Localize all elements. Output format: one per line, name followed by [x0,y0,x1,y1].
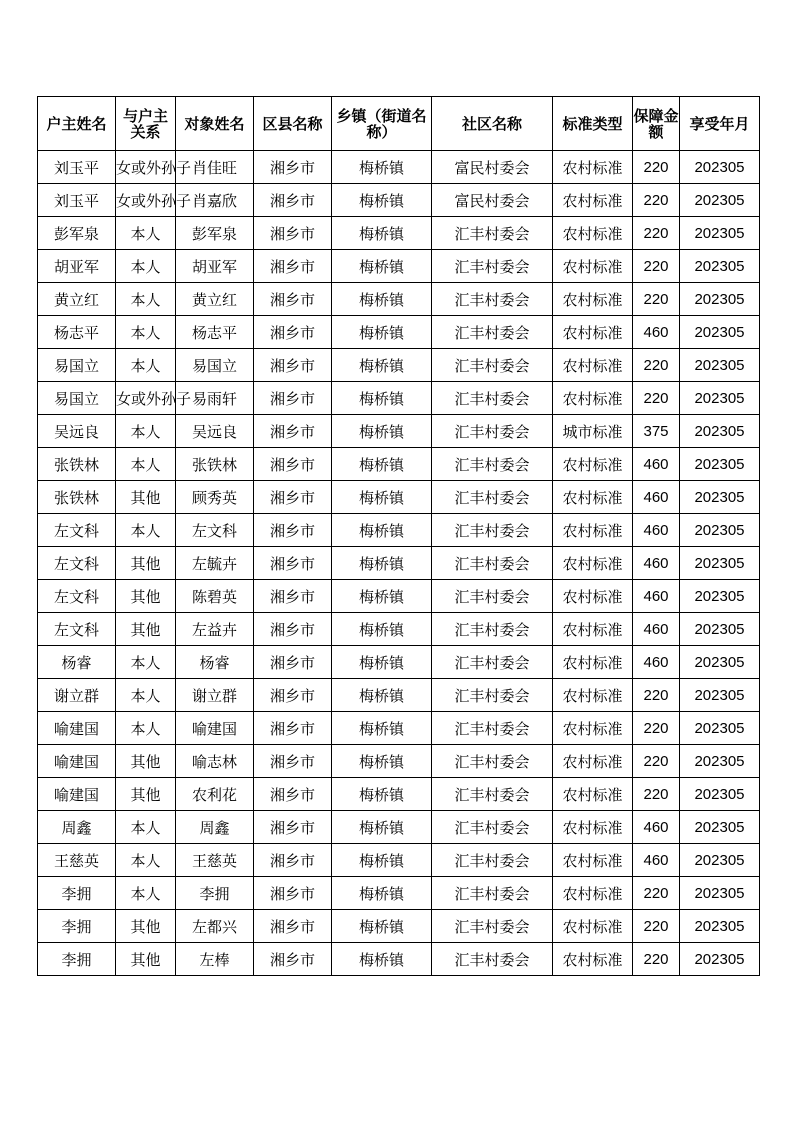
header-community: 社区名称 [432,97,553,151]
standard-type-cell: 农村标准 [553,646,633,679]
county-cell: 湘乡市 [254,448,332,481]
period-cell: 202305 [680,943,760,976]
amount-cell: 460 [633,547,680,580]
period-cell: 202305 [680,679,760,712]
county-cell: 湘乡市 [254,481,332,514]
county-cell: 湘乡市 [254,679,332,712]
community-cell: 汇丰村委会 [432,877,553,910]
amount-cell: 220 [633,679,680,712]
town-cell: 梅桥镇 [332,712,432,745]
header-standard-type: 标准类型 [553,97,633,151]
period-cell: 202305 [680,184,760,217]
period-cell: 202305 [680,811,760,844]
standard-type-cell: 农村标准 [553,217,633,250]
period-cell: 202305 [680,349,760,382]
relationship-cell: 其他 [116,613,176,646]
householder-name-cell: 王慈英 [38,844,116,877]
county-cell: 湘乡市 [254,580,332,613]
period-cell: 202305 [680,877,760,910]
county-cell: 湘乡市 [254,943,332,976]
recipient-name-cell: 喻建国 [176,712,254,745]
period-cell: 202305 [680,547,760,580]
town-cell: 梅桥镇 [332,943,432,976]
standard-type-cell: 农村标准 [553,514,633,547]
community-cell: 汇丰村委会 [432,844,553,877]
community-cell: 汇丰村委会 [432,316,553,349]
period-cell: 202305 [680,910,760,943]
standard-type-cell: 农村标准 [553,910,633,943]
standard-type-cell: 农村标准 [553,679,633,712]
recipient-name-cell: 农利花 [176,778,254,811]
community-cell: 汇丰村委会 [432,481,553,514]
town-cell: 梅桥镇 [332,316,432,349]
relationship-cell: 本人 [116,679,176,712]
town-cell: 梅桥镇 [332,349,432,382]
recipient-name-cell: 李拥 [176,877,254,910]
householder-name-cell: 喻建国 [38,778,116,811]
period-cell: 202305 [680,217,760,250]
period-cell: 202305 [680,448,760,481]
standard-type-cell: 农村标准 [553,250,633,283]
table-header [38,97,760,151]
community-cell: 汇丰村委会 [432,613,553,646]
householder-name-cell: 左文科 [38,580,116,613]
town-cell: 梅桥镇 [332,250,432,283]
community-cell: 汇丰村委会 [432,745,553,778]
county-cell: 湘乡市 [254,283,332,316]
header-recipient-name: 对象姓名 [176,97,254,151]
table-row [38,679,760,712]
table-row [38,712,760,745]
table-row [38,778,760,811]
table-row [38,547,760,580]
amount-cell: 220 [633,349,680,382]
community-cell: 汇丰村委会 [432,514,553,547]
standard-type-cell: 农村标准 [553,547,633,580]
recipient-name-cell: 易国立 [176,349,254,382]
county-cell: 湘乡市 [254,910,332,943]
header-row [38,97,760,151]
householder-name-cell: 李拥 [38,943,116,976]
amount-cell: 220 [633,712,680,745]
householder-name-cell: 左文科 [38,547,116,580]
amount-cell: 460 [633,514,680,547]
period-cell: 202305 [680,712,760,745]
community-cell: 汇丰村委会 [432,217,553,250]
householder-name-cell: 彭军泉 [38,217,116,250]
period-cell: 202305 [680,151,760,184]
householder-name-cell: 易国立 [38,349,116,382]
town-cell: 梅桥镇 [332,613,432,646]
relationship-cell: 本人 [116,349,176,382]
town-cell: 梅桥镇 [332,811,432,844]
recipient-name-cell: 肖嘉欣 [176,184,254,217]
town-cell: 梅桥镇 [332,646,432,679]
county-cell: 湘乡市 [254,316,332,349]
relationship-cell: 本人 [116,514,176,547]
recipient-name-cell: 肖佳旺 [176,151,254,184]
recipient-name-cell: 黄立红 [176,283,254,316]
county-cell: 湘乡市 [254,877,332,910]
community-cell: 汇丰村委会 [432,382,553,415]
recipient-name-cell: 左都兴 [176,910,254,943]
amount-cell: 460 [633,448,680,481]
community-cell: 汇丰村委会 [432,943,553,976]
community-cell: 汇丰村委会 [432,910,553,943]
table-row [38,217,760,250]
recipient-name-cell: 彭军泉 [176,217,254,250]
recipient-name-cell: 王慈英 [176,844,254,877]
relationship-cell: 其他 [116,745,176,778]
relationship-cell: 女或外孙子 [116,184,176,217]
householder-name-cell: 李拥 [38,910,116,943]
header-relationship: 与户主关系 [116,97,176,151]
householder-name-cell: 左文科 [38,514,116,547]
standard-type-cell: 农村标准 [553,316,633,349]
town-cell: 梅桥镇 [332,151,432,184]
relationship-cell: 本人 [116,646,176,679]
table-row [38,250,760,283]
householder-name-cell: 周鑫 [38,811,116,844]
table-row [38,382,760,415]
town-cell: 梅桥镇 [332,877,432,910]
town-cell: 梅桥镇 [332,217,432,250]
period-cell: 202305 [680,481,760,514]
relationship-cell: 其他 [116,481,176,514]
beneficiary-table [37,96,760,976]
table-row [38,514,760,547]
householder-name-cell: 刘玉平 [38,184,116,217]
recipient-name-cell: 易雨轩 [176,382,254,415]
table-row [38,448,760,481]
standard-type-cell: 农村标准 [553,778,633,811]
relationship-cell: 本人 [116,415,176,448]
community-cell: 富民村委会 [432,151,553,184]
town-cell: 梅桥镇 [332,283,432,316]
period-cell: 202305 [680,514,760,547]
relationship-cell: 女或外孙子 [116,151,176,184]
town-cell: 梅桥镇 [332,547,432,580]
standard-type-cell: 农村标准 [553,283,633,316]
header-town: 乡镇（街道名称） [332,97,432,151]
period-cell: 202305 [680,844,760,877]
amount-cell: 460 [633,580,680,613]
community-cell: 汇丰村委会 [432,448,553,481]
community-cell: 汇丰村委会 [432,250,553,283]
community-cell: 汇丰村委会 [432,580,553,613]
county-cell: 湘乡市 [254,514,332,547]
period-cell: 202305 [680,778,760,811]
householder-name-cell: 张铁林 [38,448,116,481]
standard-type-cell: 农村标准 [553,448,633,481]
table-row [38,283,760,316]
county-cell: 湘乡市 [254,547,332,580]
amount-cell: 460 [633,811,680,844]
period-cell: 202305 [680,745,760,778]
town-cell: 梅桥镇 [332,514,432,547]
table-row [38,415,760,448]
recipient-name-cell: 周鑫 [176,811,254,844]
table-row [38,943,760,976]
county-cell: 湘乡市 [254,811,332,844]
community-cell: 汇丰村委会 [432,712,553,745]
standard-type-cell: 农村标准 [553,481,633,514]
amount-cell: 220 [633,382,680,415]
standard-type-cell: 农村标准 [553,580,633,613]
period-cell: 202305 [680,382,760,415]
period-cell: 202305 [680,646,760,679]
recipient-name-cell: 谢立群 [176,679,254,712]
relationship-cell: 其他 [116,910,176,943]
amount-cell: 220 [633,151,680,184]
householder-name-cell: 胡亚军 [38,250,116,283]
recipient-name-cell: 杨志平 [176,316,254,349]
table-row [38,745,760,778]
standard-type-cell: 城市标准 [553,415,633,448]
table-body [38,151,760,976]
householder-name-cell: 喻建国 [38,745,116,778]
recipient-name-cell: 胡亚军 [176,250,254,283]
amount-cell: 220 [633,877,680,910]
community-cell: 汇丰村委会 [432,283,553,316]
recipient-name-cell: 左棒 [176,943,254,976]
period-cell: 202305 [680,316,760,349]
amount-cell: 460 [633,844,680,877]
table-row [38,151,760,184]
relationship-cell: 女或外孙子 [116,382,176,415]
householder-name-cell: 黄立红 [38,283,116,316]
relationship-cell: 本人 [116,316,176,349]
relationship-cell: 本人 [116,250,176,283]
community-cell: 汇丰村委会 [432,646,553,679]
table-row [38,844,760,877]
town-cell: 梅桥镇 [332,448,432,481]
householder-name-cell: 喻建国 [38,712,116,745]
standard-type-cell: 农村标准 [553,349,633,382]
county-cell: 湘乡市 [254,844,332,877]
amount-cell: 220 [633,217,680,250]
relationship-cell: 本人 [116,877,176,910]
standard-type-cell: 农村标准 [553,382,633,415]
amount-cell: 220 [633,745,680,778]
town-cell: 梅桥镇 [332,184,432,217]
community-cell: 汇丰村委会 [432,811,553,844]
town-cell: 梅桥镇 [332,481,432,514]
community-cell: 汇丰村委会 [432,547,553,580]
recipient-name-cell: 吴远良 [176,415,254,448]
relationship-cell: 本人 [116,448,176,481]
county-cell: 湘乡市 [254,250,332,283]
county-cell: 湘乡市 [254,415,332,448]
community-cell: 富民村委会 [432,184,553,217]
period-cell: 202305 [680,283,760,316]
recipient-name-cell: 左文科 [176,514,254,547]
amount-cell: 220 [633,250,680,283]
community-cell: 汇丰村委会 [432,349,553,382]
period-cell: 202305 [680,580,760,613]
town-cell: 梅桥镇 [332,382,432,415]
town-cell: 梅桥镇 [332,679,432,712]
recipient-name-cell: 张铁林 [176,448,254,481]
table-row [38,580,760,613]
amount-cell: 220 [633,943,680,976]
amount-cell: 460 [633,316,680,349]
header-householder-name: 户主姓名 [38,97,116,151]
householder-name-cell: 李拥 [38,877,116,910]
amount-cell: 220 [633,283,680,316]
relationship-cell: 本人 [116,844,176,877]
recipient-name-cell: 陈碧英 [176,580,254,613]
period-cell: 202305 [680,415,760,448]
table-row [38,646,760,679]
householder-name-cell: 杨睿 [38,646,116,679]
table-row [38,877,760,910]
householder-name-cell: 左文科 [38,613,116,646]
standard-type-cell: 农村标准 [553,712,633,745]
standard-type-cell: 农村标准 [553,745,633,778]
town-cell: 梅桥镇 [332,844,432,877]
householder-name-cell: 刘玉平 [38,151,116,184]
community-cell: 汇丰村委会 [432,679,553,712]
table-row [38,811,760,844]
relationship-cell: 本人 [116,283,176,316]
relationship-cell: 其他 [116,547,176,580]
town-cell: 梅桥镇 [332,910,432,943]
table-row [38,910,760,943]
amount-cell: 460 [633,481,680,514]
table-row [38,613,760,646]
amount-cell: 220 [633,778,680,811]
amount-cell: 220 [633,184,680,217]
standard-type-cell: 农村标准 [553,151,633,184]
county-cell: 湘乡市 [254,151,332,184]
recipient-name-cell: 顾秀英 [176,481,254,514]
householder-name-cell: 杨志平 [38,316,116,349]
county-cell: 湘乡市 [254,712,332,745]
amount-cell: 375 [633,415,680,448]
county-cell: 湘乡市 [254,217,332,250]
town-cell: 梅桥镇 [332,415,432,448]
town-cell: 梅桥镇 [332,580,432,613]
householder-name-cell: 易国立 [38,382,116,415]
table-row [38,481,760,514]
standard-type-cell: 农村标准 [553,844,633,877]
relationship-cell: 本人 [116,712,176,745]
county-cell: 湘乡市 [254,646,332,679]
county-cell: 湘乡市 [254,778,332,811]
relationship-cell: 其他 [116,943,176,976]
amount-cell: 220 [633,910,680,943]
amount-cell: 460 [633,646,680,679]
town-cell: 梅桥镇 [332,745,432,778]
standard-type-cell: 农村标准 [553,877,633,910]
county-cell: 湘乡市 [254,184,332,217]
header-amount: 保障金额 [633,97,680,151]
table-row [38,316,760,349]
standard-type-cell: 农村标准 [553,184,633,217]
county-cell: 湘乡市 [254,349,332,382]
relationship-cell: 其他 [116,778,176,811]
relationship-cell: 本人 [116,811,176,844]
relationship-cell: 本人 [116,217,176,250]
standard-type-cell: 农村标准 [553,811,633,844]
community-cell: 汇丰村委会 [432,415,553,448]
county-cell: 湘乡市 [254,382,332,415]
recipient-name-cell: 左毓卉 [176,547,254,580]
standard-type-cell: 农村标准 [553,613,633,646]
county-cell: 湘乡市 [254,613,332,646]
recipient-name-cell: 杨睿 [176,646,254,679]
householder-name-cell: 张铁林 [38,481,116,514]
householder-name-cell: 吴远良 [38,415,116,448]
town-cell: 梅桥镇 [332,778,432,811]
table-row [38,184,760,217]
amount-cell: 460 [633,613,680,646]
relationship-cell: 其他 [116,580,176,613]
standard-type-cell: 农村标准 [553,943,633,976]
recipient-name-cell: 喻志林 [176,745,254,778]
header-county: 区县名称 [254,97,332,151]
community-cell: 汇丰村委会 [432,778,553,811]
period-cell: 202305 [680,250,760,283]
header-period: 享受年月 [680,97,760,151]
householder-name-cell: 谢立群 [38,679,116,712]
county-cell: 湘乡市 [254,745,332,778]
recipient-name-cell: 左益卉 [176,613,254,646]
table-row [38,349,760,382]
period-cell: 202305 [680,613,760,646]
